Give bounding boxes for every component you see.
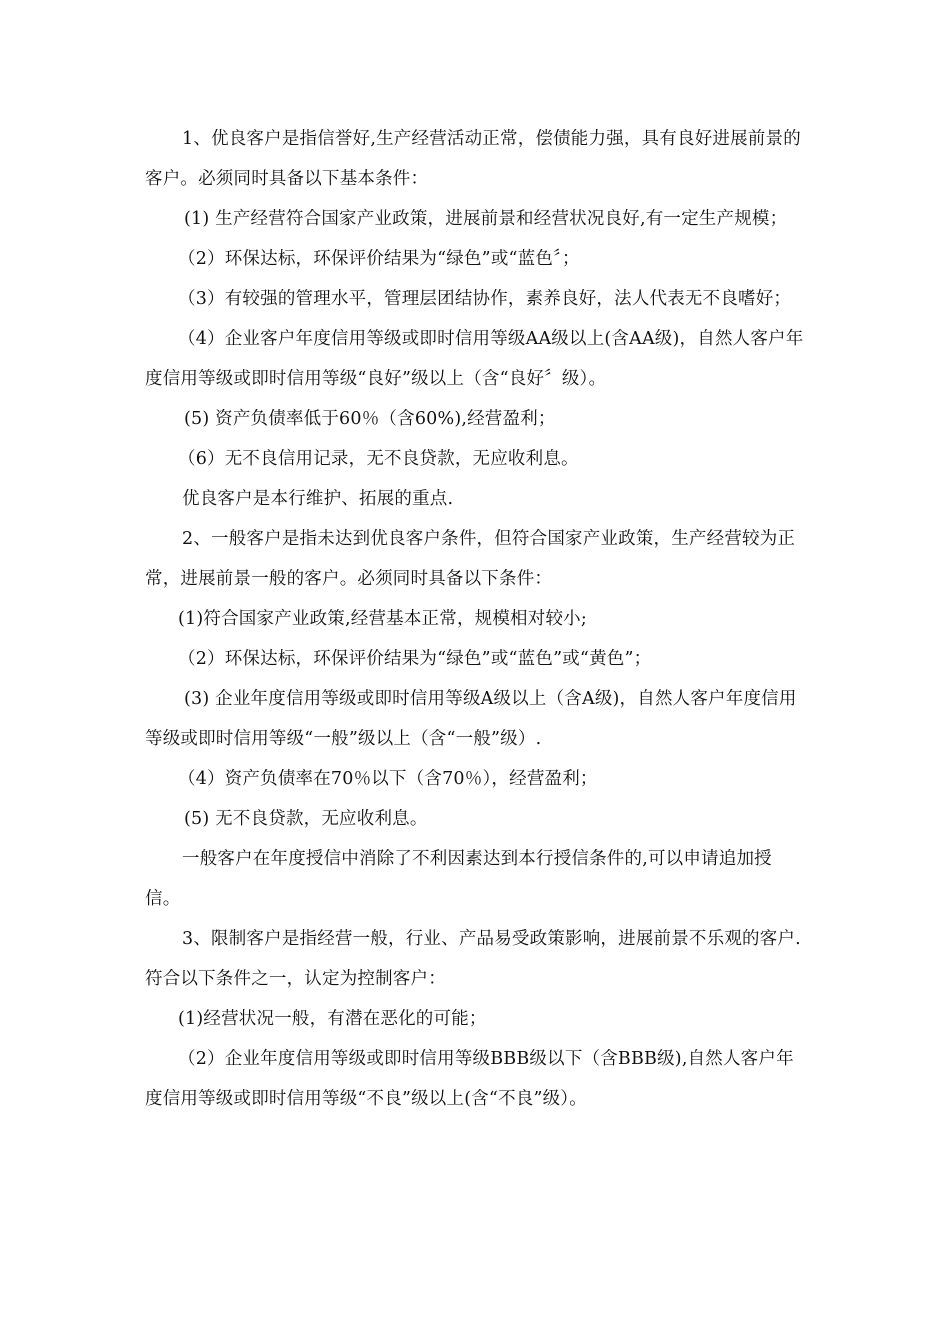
paragraph-17: (1)经营状况一般，有潜在恶化的可能； <box>178 1009 487 1029</box>
document-body <box>145 119 807 1119</box>
paragraph-12: (3) 企业年度信用等级或即时信用等级A级以上（含A级)，自然人客户年度信用等级或即时信用等级“一般”级以上（含“一般”级）. <box>145 689 797 749</box>
paragraph-9: 2、一般客户是指未达到优良客户条件，但符合国家产业政策，生产经营较为正常，进展前景一般的客户。必须同时具备以下条件： <box>145 529 796 589</box>
paragraph-5: （4）企业客户年度信用等级或即时信用等级AA级以上(含AA级)，自然人客户年度信用等级或即时信用等级“良好”级以上（含“良好〞级）。 <box>145 329 804 389</box>
paragraph-16: 3、限制客户是指经营一般，行业、产品易受政策影响，进展前景不乐观的客户.符合以下条件之一，认定为控制客户： <box>145 929 801 989</box>
paragraph-1: 1、优良客户是指信誉好,生产经营活动正常，偿债能力强，具有良好进展前景的客户。必须同时具备以下基本条件： <box>145 129 801 189</box>
paragraph-2: (1) 生产经营符合国家产业政策，进展前景和经营状况良好,有一定生产规模； <box>184 209 788 229</box>
paragraph-18: （2）企业年度信用等级或即时信用等级BBB级以下（含BBB级),自然人客户年度信用等级或即时信用等级“不良”级以上(含“不良”级）。 <box>145 1049 794 1109</box>
paragraph-10: (1)符合国家产业政策,经营基本正常，规模相对较小; <box>178 609 587 629</box>
paragraph-6: (5) 资产负债率低于60％（含60%),经营盈利； <box>184 409 556 429</box>
paragraph-15: 一般客户在年度授信中消除了不利因素达到本行授信条件的,可以申请追加授信。 <box>145 849 772 909</box>
paragraph-8: 优良客户是本行维护、拓展的重点. <box>182 489 454 509</box>
paragraph-11: （2）环保达标，环保评价结果为“绿色”或“蓝色”或“黄色”； <box>178 649 652 669</box>
paragraph-7: （6）无不良信用记录，无不良贷款，无应收利息。 <box>178 449 579 469</box>
paragraph-13: （4）资产负债率在70％以下（含70％），经营盈利； <box>178 769 598 789</box>
paragraph-14: (5) 无不良贷款，无应收利息。 <box>184 809 428 829</box>
paragraph-3: （2）环保达标，环保评价结果为“绿色”或“蓝色〞； <box>178 249 580 269</box>
paragraph-4: （3）有较强的管理水平，管理层团结协作，素养良好，法人代表无不良嗜好； <box>178 289 792 309</box>
